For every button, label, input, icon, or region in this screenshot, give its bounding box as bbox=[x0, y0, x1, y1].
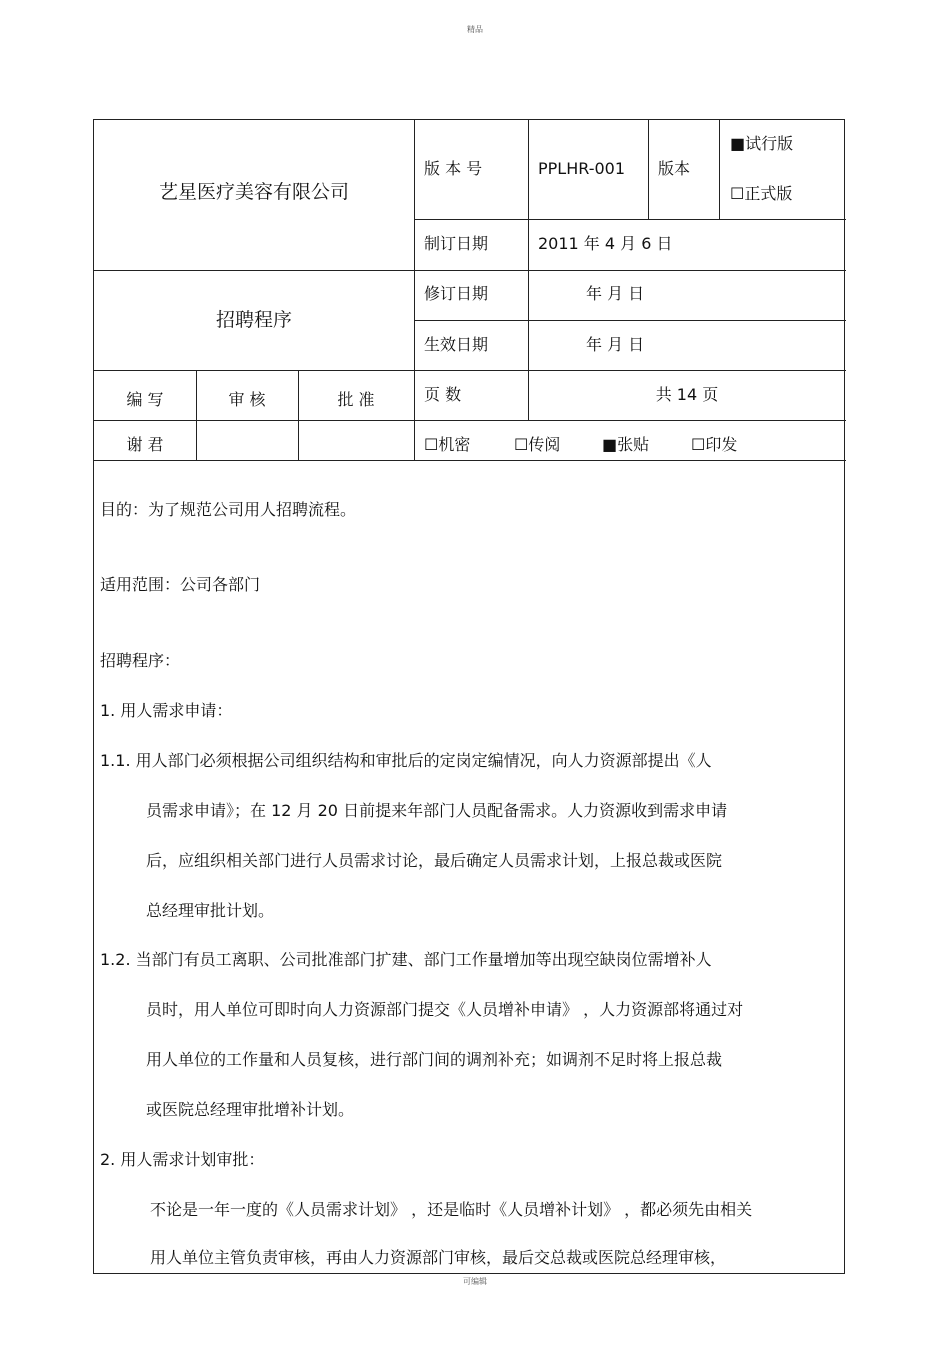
version-no-label: 版 本 号 bbox=[424, 159, 483, 178]
edition-trial-checkbox: ■试行版 bbox=[730, 134, 794, 153]
distribution-circulate: ☐传阅 bbox=[514, 435, 561, 454]
write-label: 编 写 bbox=[126, 390, 164, 409]
section-1-2-line: 或医院总经理审批增补计划。 bbox=[146, 1100, 355, 1119]
document-frame bbox=[93, 119, 845, 1274]
section-2-line: 不论是一年一度的《人员需求计划》 ，还是临时《人员增补计划》 ，都必须先由相关 bbox=[150, 1200, 753, 1219]
section-1-1-line: 1.1. 用人部门必须根据公司组织结构和审批后的定岗定编情况，向人力资源部提出《人 bbox=[100, 751, 712, 770]
distribution-secret: ☐机密 bbox=[424, 435, 471, 454]
rule bbox=[414, 219, 846, 220]
rule bbox=[298, 370, 299, 460]
section-1-2-line: 1.2. 当部门有员工离职、公司批准部门扩建、部门工作量增加等出现空缺岗位需增补人 bbox=[100, 950, 712, 969]
section-1-1-line: 员需求申请》；在 12 月 20 日前提来年部门人员配备需求。人力资源收到需求申请 bbox=[146, 801, 728, 820]
effective-date-label: 生效日期 bbox=[424, 335, 489, 354]
purpose-line: 目的：为了规范公司用人招聘流程。 bbox=[100, 500, 357, 519]
rule bbox=[719, 120, 720, 219]
review-label: 审 核 bbox=[228, 390, 266, 409]
rule bbox=[94, 270, 846, 271]
distribution-print: ☐印发 bbox=[691, 435, 738, 454]
rule bbox=[414, 320, 846, 321]
made-date-label: 制订日期 bbox=[424, 234, 489, 253]
distribution-post: ■张贴 bbox=[602, 435, 650, 454]
version-no-value: PPLHR-001 bbox=[538, 159, 626, 178]
rule bbox=[94, 420, 846, 421]
revise-date-value: 年 月 日 bbox=[586, 284, 645, 303]
section-2-heading: 2. 用人需求计划审批： bbox=[100, 1150, 265, 1169]
company-name: 艺星医疗美容有限公司 bbox=[158, 181, 349, 203]
writer-name: 谢 君 bbox=[126, 435, 164, 454]
pages-label: 页 数 bbox=[424, 385, 462, 404]
page-top-mark: 精品 bbox=[467, 25, 483, 34]
pages-value: 共 14 页 bbox=[655, 385, 719, 404]
section-1-2-line: 员时，用人单位可即时向人力资源部门提交《人员增补申请》 ，人力资源部将通过对 bbox=[146, 1000, 744, 1019]
scope-line: 适用范围：公司各部门 bbox=[100, 575, 261, 594]
rule bbox=[94, 370, 846, 371]
edition-formal-checkbox: ☐正式版 bbox=[730, 184, 793, 203]
made-date-value: 2011 年 4 月 6 日 bbox=[538, 234, 673, 253]
rule bbox=[94, 460, 846, 461]
procedure-title: 招聘程序： bbox=[100, 651, 181, 670]
section-2-line: 用人单位主管负责审核，再由人力资源部门审核，最后交总裁或医院总经理审核， bbox=[150, 1248, 727, 1267]
rule bbox=[414, 120, 415, 460]
rule bbox=[648, 120, 649, 219]
page-bottom-mark: 可编辑 bbox=[463, 1277, 487, 1286]
section-1-1-line: 后，应组织相关部门进行人员需求讨论，最后确定人员需求计划，上报总裁或医院 bbox=[146, 851, 723, 870]
section-1-2-line: 用人单位的工作量和人员复核，进行部门间的调剂补充；如调剂不足时将上报总裁 bbox=[146, 1050, 723, 1069]
section-1-1-line: 总经理审批计划。 bbox=[146, 901, 275, 920]
document-title: 招聘程序 bbox=[215, 309, 292, 331]
edition-label: 版本 bbox=[658, 159, 691, 178]
revise-date-label: 修订日期 bbox=[424, 284, 489, 303]
rule bbox=[528, 120, 529, 420]
effective-date-value: 年 月 日 bbox=[586, 335, 645, 354]
approve-label: 批 准 bbox=[337, 390, 375, 409]
rule bbox=[196, 370, 197, 460]
section-1-heading: 1. 用人需求申请： bbox=[100, 701, 233, 720]
